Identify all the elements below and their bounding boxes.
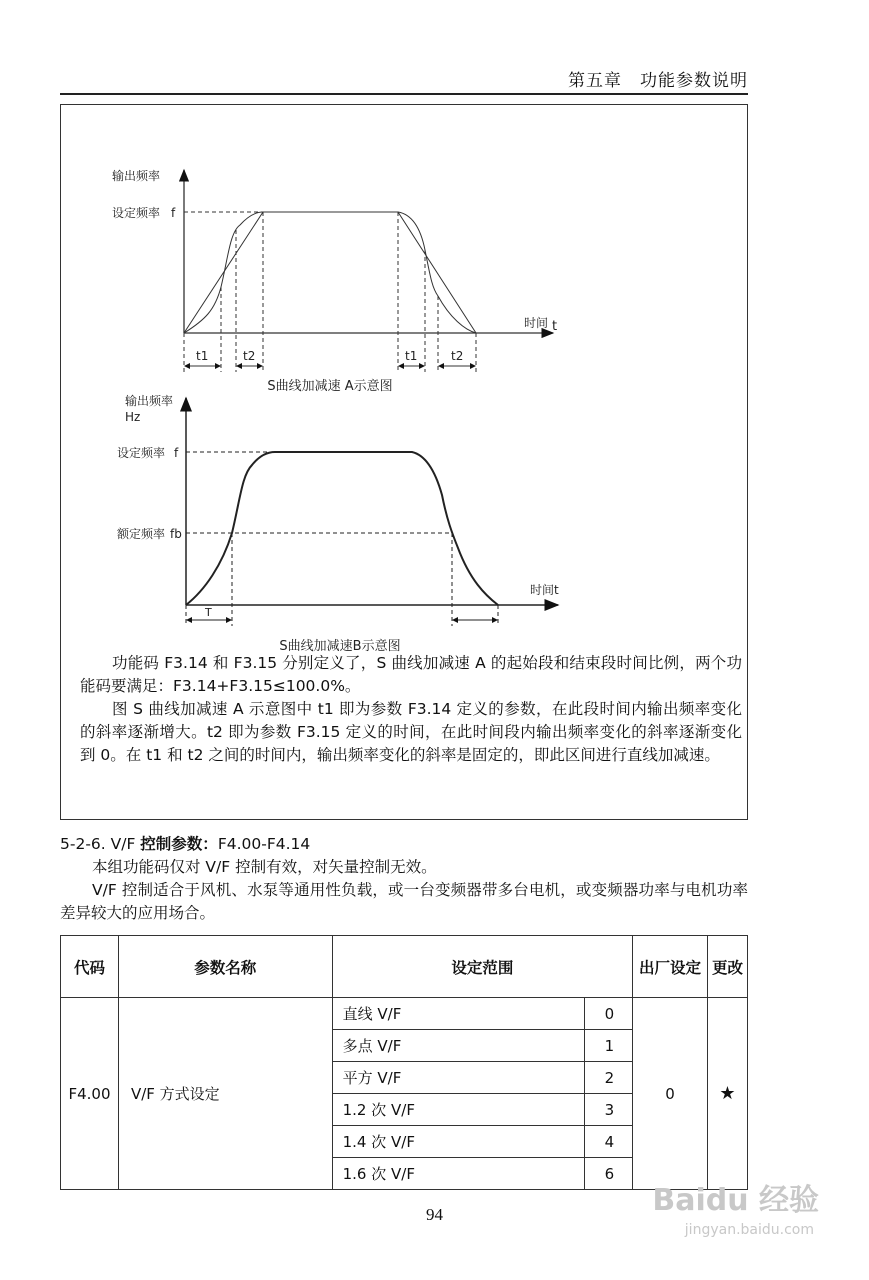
b-fb: fb (170, 527, 182, 541)
page-number: 94 (426, 1205, 443, 1224)
col-change: 更改 (708, 936, 748, 998)
section-paragraph: V/F 控制适合于风机、水泵等通用性负载，或一台变频器带多台电机，或变频器功率与电机功率差异较大的应用场合。 (60, 881, 748, 922)
a-y-label: 输出频率 (112, 169, 161, 183)
b-caption: S曲线加减速B示意图 (279, 639, 401, 654)
a-f-label: 设定频率 (112, 206, 161, 220)
a-t1: t1 (196, 349, 209, 363)
parameter-table (60, 935, 748, 1190)
diagram-a (184, 170, 553, 372)
col-default: 出厂设定 (633, 936, 708, 998)
param-name: V/F 方式设定 (118, 998, 332, 1190)
b-f: f (174, 446, 179, 460)
b-fb-label: 额定频率 (117, 527, 166, 541)
param-code: F4.00 (61, 998, 119, 1190)
option-value: 4 (585, 1126, 633, 1158)
b-y-unit: Hz (125, 410, 141, 424)
param-default: 0 (633, 998, 708, 1190)
watermark-logo: Baidu 经验 (652, 1183, 819, 1218)
b-f-label: 设定频率 (117, 446, 166, 460)
watermark-url: jingyan.baidu.com (684, 1222, 814, 1238)
option-label: 1.4 次 V/F (332, 1126, 585, 1158)
a-t2b: t2 (451, 349, 464, 363)
col-name: 参数名称 (118, 936, 332, 998)
table-row (61, 998, 748, 1030)
col-code: 代码 (61, 936, 119, 998)
chapter-header: 第五章 功能参数说明 (568, 71, 748, 91)
option-label: 平方 V/F (332, 1062, 585, 1094)
change-star-icon: ★ (708, 998, 748, 1190)
a-caption: S曲线加减速 A示意图 (267, 379, 393, 394)
a-x-var: t (552, 319, 558, 334)
b-y-label: 输出频率 (125, 394, 174, 408)
a-x-label: 时间 (524, 316, 549, 330)
option-value: 3 (585, 1094, 633, 1126)
option-label: 多点 V/F (332, 1030, 585, 1062)
option-value: 6 (585, 1158, 633, 1190)
b-T: T (205, 606, 212, 619)
diagram-b (186, 398, 558, 626)
a-t1b: t1 (405, 349, 418, 363)
a-t2: t2 (243, 349, 256, 363)
paragraph: 图 S 曲线加减速 A 示意图中 t1 即为参数 F3.14 定义的参数，在此段时间内输出频率变化的斜率逐渐增大。t2 即为参数 F3.15 定义的时间，在此时间段内输出频率变化的斜率逐渐变化到 0。在 t1 和 t2 之间的时间内，输出频率变化的斜率是固定的，即此区间进行直线加减速。 (80, 700, 742, 764)
paragraph: 功能码 F3.14 和 F3.15 分别定义了，S 曲线加减速 A 的起始段和结束段时间比例，两个功能码要满足：F3.14+F3.15≤100.0%。 (80, 654, 742, 695)
option-value: 1 (585, 1030, 633, 1062)
b-x-label: 时间t (530, 583, 559, 597)
option-label: 1.2 次 V/F (332, 1094, 585, 1126)
option-label: 直线 V/F (332, 998, 585, 1030)
option-label: 1.6 次 V/F (332, 1158, 585, 1190)
a-f: f (171, 206, 176, 220)
option-value: 2 (585, 1062, 633, 1094)
col-range: 设定范围 (332, 936, 633, 998)
option-value: 0 (585, 998, 633, 1030)
section-paragraph: 本组功能码仅对 V/F 控制有效，对矢量控制无效。 (92, 858, 437, 876)
section-title: 5-2-6. V/F 控制参数：F4.00-F4.14 (60, 835, 311, 853)
